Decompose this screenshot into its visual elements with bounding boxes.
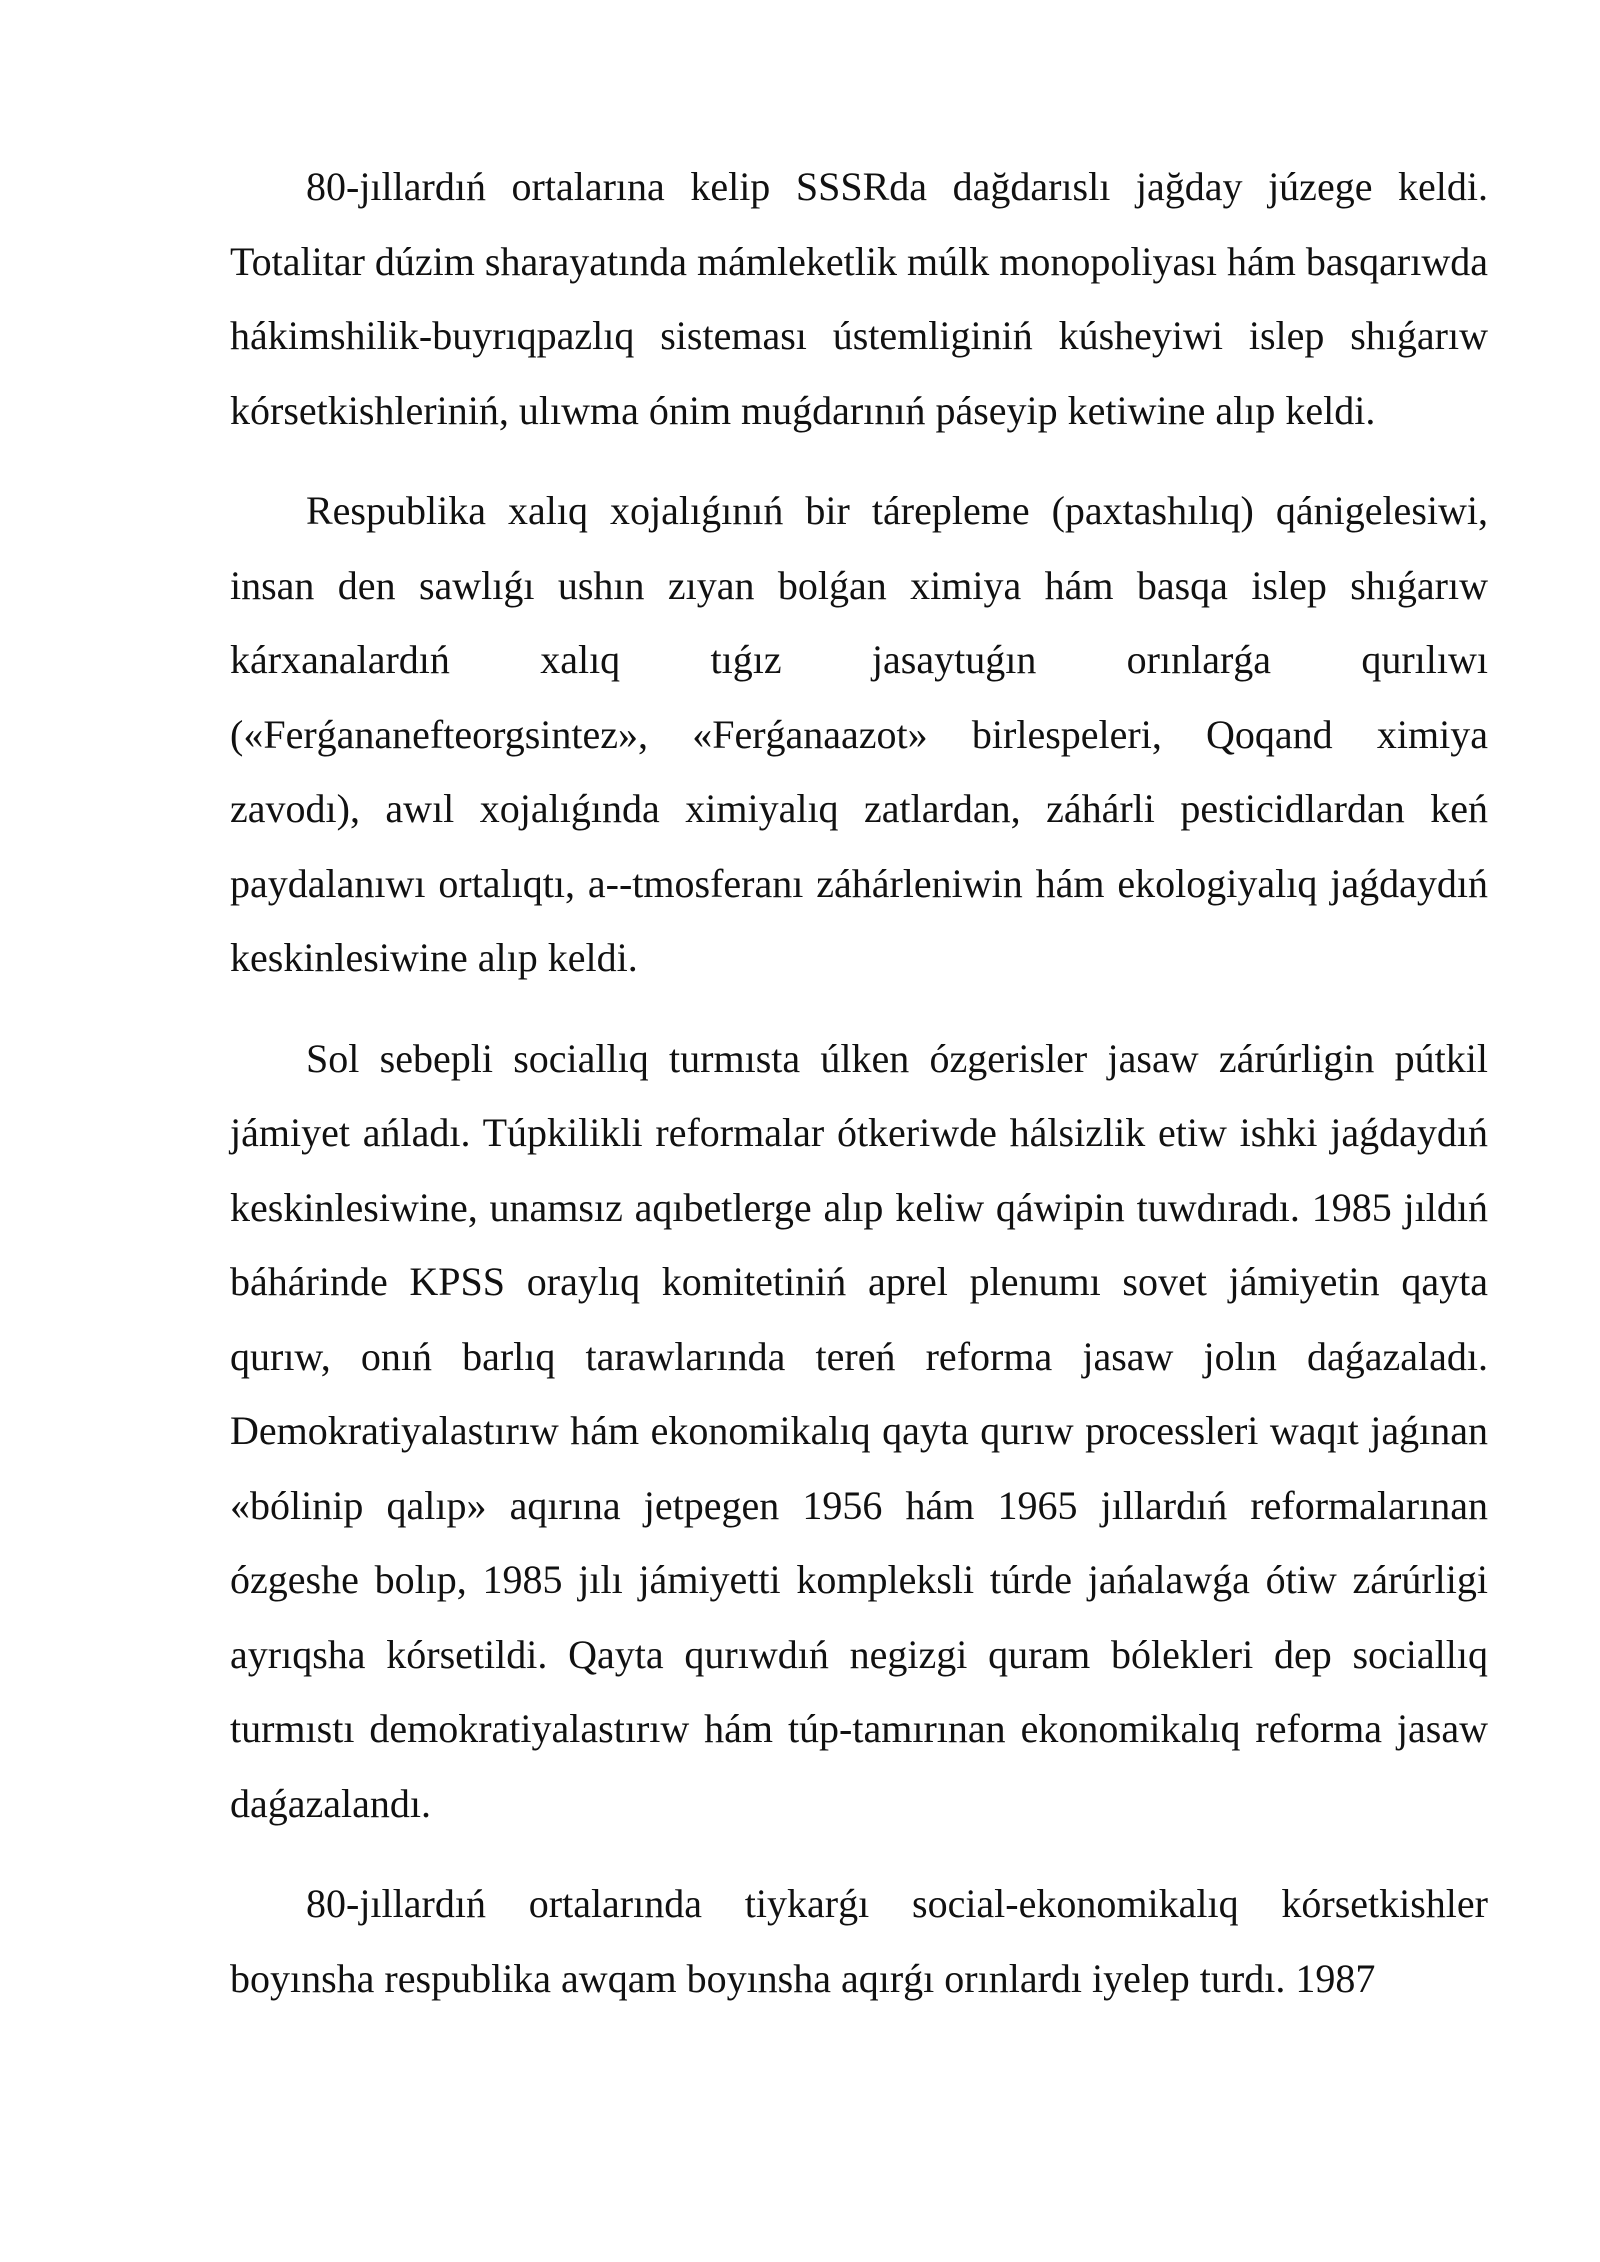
paragraph-2: Respublika xalıq xojalıǵınıń bir tárepleme (paxtashılıq) qánigelesiwi, insan den sawlıǵı ushın zıyan bolǵan ximiya hám basqa islep shıǵarıw kárxanalardıń xalıq tıǵız jasaytuǵın orınlarǵa qurılıwı («Ferǵananefteorgsintez», «Ferǵanaazot» birlespeleri, Qoqand ximiya zavodı), awıl xojalıǵında ximiyalıq zatlardan, záhárli pesticidlardan keń paydalanıwı ortalıqtı, a--tmosferanı záhárleniwin hám ekologiyalıq jaǵdaydıń keskinlesiwine alıp keldi. xyxy=(230,488,1488,980)
paragraph-4: 80-jıllardıń ortalarında tiykarǵı social-ekonomikalıq kórsetkishler boyınsha respublika awqam boyınsha aqırǵı orınlardı iyelep turdı. 1987 xyxy=(230,1881,1488,2001)
paragraph-1: 80-jıllardıń ortalarına kelip SSSRda dağdarıslı jağday júzege keldi. Totalitar dúzim sharayatında mámleketlik múlk monopoliyası hám basqarıwda hákimshilik-buyrıqpazlıq sisteması ústemliginiń kúsheyiwi islep shıǵarıw kórsetkishleriniń, ulıwma ónim muǵdarınıń páseyip ketiwine alıp keldi. xyxy=(230,164,1488,433)
document-body xyxy=(230,150,1488,2042)
paragraph-3: Sol sebepli sociallıq turmısta úlken ózgerisler jasaw zárúrligin pútkil jámiyet ańladı. Túpkilikli reformalar ótkeriwde hálsizlik etiw ishki jaǵdaydıń keskinlesiwine, unamsız aqıbetlerge alıp keliw qáwipin tuwdıradı. 1985 jıldıń báhárinde KPSS oraylıq komitetiniń aprel plenumı sovet jámiyetin qayta qurıw, onıń barlıq tarawlarında tereń reforma jasaw jolın daǵazaladı. Demokratiyalastırıw hám ekonomikalıq qayta qurıw processleri waqıt jaǵınan «bólinip qalıp» aqırına jetpegen 1956 hám 1965 jıllardıń reformalarınan ózgeshe bolıp, 1985 jılı jámiyetti kompleksli túrde jańalawǵa ótiw zárúrligi ayrıqsha kórsetildi. Qayta qurıwdıń negizgi quram bólekleri dep sociallıq turmıstı demokratiyalastırıw hám túp-tamırınan ekonomikalıq reforma jasaw daǵazalandı. xyxy=(230,1035,1488,1826)
